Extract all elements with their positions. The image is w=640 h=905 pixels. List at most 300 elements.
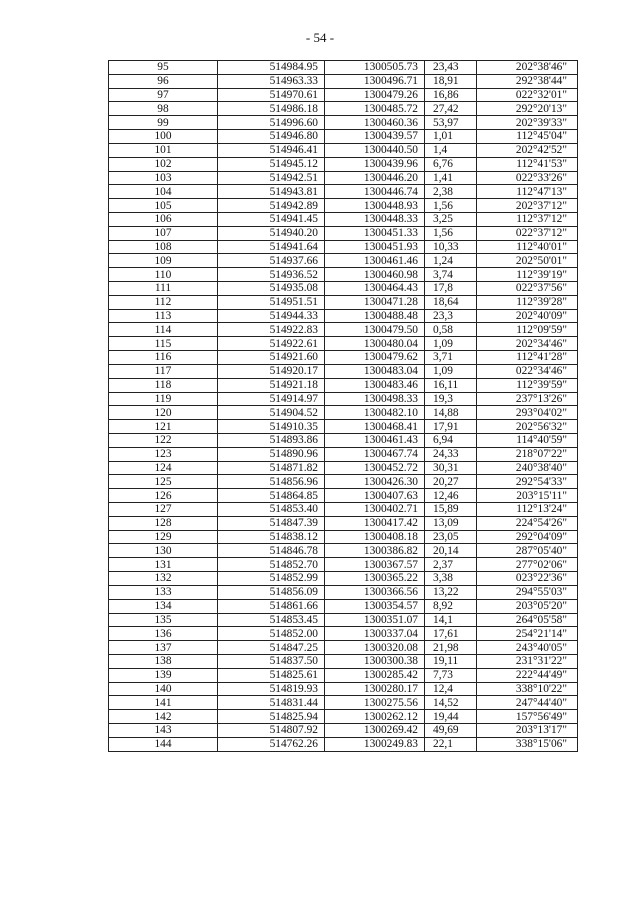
point-number-cell: 96 (109, 74, 218, 88)
point-number-cell: 130 (109, 544, 218, 558)
x-coordinate-cell: 514996.60 (218, 116, 325, 130)
direction-angle-cell: 287°05'40" (477, 544, 578, 558)
x-coordinate-cell: 514920.17 (218, 364, 325, 378)
table-row (109, 295, 578, 309)
point-number-cell: 142 (109, 710, 218, 724)
x-coordinate-cell: 514847.39 (218, 516, 325, 530)
point-number-cell: 97 (109, 88, 218, 102)
y-coordinate-cell: 1300366.56 (325, 585, 425, 599)
segment-length-cell: 8,92 (425, 599, 477, 613)
y-coordinate-cell: 1300461.46 (325, 254, 425, 268)
direction-angle-cell: 112°39'28" (477, 295, 578, 309)
y-coordinate-cell: 1300483.04 (325, 364, 425, 378)
y-coordinate-cell: 1300448.33 (325, 212, 425, 226)
segment-length-cell: 0,58 (425, 323, 477, 337)
point-number-cell: 143 (109, 724, 218, 738)
table-row (109, 558, 578, 572)
y-coordinate-cell: 1300496.71 (325, 74, 425, 88)
direction-angle-cell: 203°05'20" (477, 599, 578, 613)
point-number-cell: 110 (109, 268, 218, 282)
table-row (109, 88, 578, 102)
point-number-cell: 129 (109, 530, 218, 544)
segment-length-cell: 23,3 (425, 309, 477, 323)
point-number-cell: 141 (109, 696, 218, 710)
direction-angle-cell: 294°55'03" (477, 585, 578, 599)
segment-length-cell: 24,33 (425, 447, 477, 461)
y-coordinate-cell: 1300479.26 (325, 88, 425, 102)
segment-length-cell: 15,89 (425, 503, 477, 517)
table-row (109, 420, 578, 434)
y-coordinate-cell: 1300446.74 (325, 185, 425, 199)
x-coordinate-cell: 514825.61 (218, 668, 325, 682)
x-coordinate-cell: 514852.00 (218, 627, 325, 641)
x-coordinate-cell: 514941.45 (218, 212, 325, 226)
x-coordinate-cell: 514910.35 (218, 420, 325, 434)
direction-angle-cell: 277°02'06" (477, 558, 578, 572)
y-coordinate-cell: 1300448.93 (325, 199, 425, 213)
segment-length-cell: 3,74 (425, 268, 477, 282)
direction-angle-cell: 112°39'59" (477, 378, 578, 392)
table-row (109, 668, 578, 682)
segment-length-cell: 10,33 (425, 240, 477, 254)
x-coordinate-cell: 514951.51 (218, 295, 325, 309)
x-coordinate-cell: 514922.61 (218, 337, 325, 351)
x-coordinate-cell: 514837.50 (218, 654, 325, 668)
segment-length-cell: 12,46 (425, 489, 477, 503)
segment-length-cell: 13,22 (425, 585, 477, 599)
table-row (109, 337, 578, 351)
table-row (109, 710, 578, 724)
table-row (109, 599, 578, 613)
x-coordinate-cell: 514943.81 (218, 185, 325, 199)
point-number-cell: 122 (109, 433, 218, 447)
y-coordinate-cell: 1300479.50 (325, 323, 425, 337)
point-number-cell: 121 (109, 420, 218, 434)
direction-angle-cell: 247°44'40" (477, 696, 578, 710)
table-row (109, 61, 578, 75)
point-number-cell: 136 (109, 627, 218, 641)
x-coordinate-cell: 514963.33 (218, 74, 325, 88)
y-coordinate-cell: 1300498.33 (325, 392, 425, 406)
y-coordinate-cell: 1300483.46 (325, 378, 425, 392)
direction-angle-cell: 022°37'56" (477, 282, 578, 296)
direction-angle-cell: 112°37'12" (477, 212, 578, 226)
x-coordinate-cell: 514893.86 (218, 433, 325, 447)
x-coordinate-cell: 514819.93 (218, 682, 325, 696)
point-number-cell: 140 (109, 682, 218, 696)
table-row (109, 585, 578, 599)
point-number-cell: 113 (109, 309, 218, 323)
point-number-cell: 118 (109, 378, 218, 392)
direction-angle-cell: 292°54'33" (477, 475, 578, 489)
table-row (109, 102, 578, 116)
direction-angle-cell: 218°07'22" (477, 447, 578, 461)
direction-angle-cell: 112°45'04" (477, 130, 578, 144)
segment-length-cell: 1,01 (425, 130, 477, 144)
point-number-cell: 98 (109, 102, 218, 116)
y-coordinate-cell: 1300485.72 (325, 102, 425, 116)
table-row (109, 185, 578, 199)
y-coordinate-cell: 1300262.12 (325, 710, 425, 724)
x-coordinate-cell: 514984.95 (218, 61, 325, 75)
x-coordinate-cell: 514856.09 (218, 585, 325, 599)
y-coordinate-cell: 1300320.08 (325, 641, 425, 655)
y-coordinate-cell: 1300451.93 (325, 240, 425, 254)
point-number-cell: 109 (109, 254, 218, 268)
table-row (109, 406, 578, 420)
segment-length-cell: 1,09 (425, 364, 477, 378)
direction-angle-cell: 112°13'24" (477, 503, 578, 517)
segment-length-cell: 20,14 (425, 544, 477, 558)
direction-angle-cell: 157°56'49" (477, 710, 578, 724)
direction-angle-cell: 022°37'12" (477, 226, 578, 240)
direction-angle-cell: 202°38'46" (477, 61, 578, 75)
y-coordinate-cell: 1300468.41 (325, 420, 425, 434)
segment-length-cell: 20,27 (425, 475, 477, 489)
x-coordinate-cell: 514914.97 (218, 392, 325, 406)
direction-angle-cell: 202°39'33" (477, 116, 578, 130)
table-row (109, 544, 578, 558)
segment-length-cell: 23,05 (425, 530, 477, 544)
y-coordinate-cell: 1300439.57 (325, 130, 425, 144)
direction-angle-cell: 243°40'05" (477, 641, 578, 655)
segment-length-cell: 17,91 (425, 420, 477, 434)
direction-angle-cell: 231°31'22" (477, 654, 578, 668)
segment-length-cell: 1,56 (425, 226, 477, 240)
y-coordinate-cell: 1300451.33 (325, 226, 425, 240)
segment-length-cell: 1,56 (425, 199, 477, 213)
direction-angle-cell: 022°34'46" (477, 364, 578, 378)
segment-length-cell: 1,09 (425, 337, 477, 351)
segment-length-cell: 2,37 (425, 558, 477, 572)
x-coordinate-cell: 514936.52 (218, 268, 325, 282)
y-coordinate-cell: 1300402.71 (325, 503, 425, 517)
y-coordinate-cell: 1300439.96 (325, 157, 425, 171)
point-number-cell: 133 (109, 585, 218, 599)
y-coordinate-cell: 1300354.57 (325, 599, 425, 613)
x-coordinate-cell: 514921.18 (218, 378, 325, 392)
y-coordinate-cell: 1300480.04 (325, 337, 425, 351)
table-row (109, 724, 578, 738)
y-coordinate-cell: 1300426.30 (325, 475, 425, 489)
y-coordinate-cell: 1300337.04 (325, 627, 425, 641)
segment-length-cell: 19,44 (425, 710, 477, 724)
x-coordinate-cell: 514831.44 (218, 696, 325, 710)
y-coordinate-cell: 1300464.43 (325, 282, 425, 296)
direction-angle-cell: 202°40'09" (477, 309, 578, 323)
segment-length-cell: 19,3 (425, 392, 477, 406)
direction-angle-cell: 224°54'26" (477, 516, 578, 530)
segment-length-cell: 19,11 (425, 654, 477, 668)
x-coordinate-cell: 514945.12 (218, 157, 325, 171)
x-coordinate-cell: 514853.40 (218, 503, 325, 517)
x-coordinate-cell: 514921.60 (218, 351, 325, 365)
point-number-cell: 106 (109, 212, 218, 226)
x-coordinate-cell: 514942.51 (218, 171, 325, 185)
direction-angle-cell: 292°38'44" (477, 74, 578, 88)
table-row (109, 627, 578, 641)
segment-length-cell: 6,76 (425, 157, 477, 171)
table-row (109, 572, 578, 586)
direction-angle-cell: 022°32'01" (477, 88, 578, 102)
x-coordinate-cell: 514890.96 (218, 447, 325, 461)
x-coordinate-cell: 514937.66 (218, 254, 325, 268)
table-row (109, 516, 578, 530)
segment-length-cell: 12,4 (425, 682, 477, 696)
segment-length-cell: 53,97 (425, 116, 477, 130)
segment-length-cell: 17,8 (425, 282, 477, 296)
segment-length-cell: 14,1 (425, 613, 477, 627)
segment-length-cell: 23,43 (425, 61, 477, 75)
y-coordinate-cell: 1300365.22 (325, 572, 425, 586)
point-number-cell: 104 (109, 185, 218, 199)
y-coordinate-cell: 1300275.56 (325, 696, 425, 710)
segment-length-cell: 18,91 (425, 74, 477, 88)
y-coordinate-cell: 1300460.36 (325, 116, 425, 130)
direction-angle-cell: 292°04'09" (477, 530, 578, 544)
segment-length-cell: 14,88 (425, 406, 477, 420)
segment-length-cell: 7,73 (425, 668, 477, 682)
direction-angle-cell: 264°05'58" (477, 613, 578, 627)
coordinates-table-body (109, 61, 578, 752)
point-number-cell: 111 (109, 282, 218, 296)
point-number-cell: 115 (109, 337, 218, 351)
x-coordinate-cell: 514856.96 (218, 475, 325, 489)
x-coordinate-cell: 514847.25 (218, 641, 325, 655)
point-number-cell: 112 (109, 295, 218, 309)
x-coordinate-cell: 514864.85 (218, 489, 325, 503)
x-coordinate-cell: 514852.99 (218, 572, 325, 586)
x-coordinate-cell: 514904.52 (218, 406, 325, 420)
y-coordinate-cell: 1300367.57 (325, 558, 425, 572)
direction-angle-cell: 202°56'32" (477, 420, 578, 434)
y-coordinate-cell: 1300285.42 (325, 668, 425, 682)
y-coordinate-cell: 1300407.63 (325, 489, 425, 503)
segment-length-cell: 49,69 (425, 724, 477, 738)
direction-angle-cell: 112°09'59" (477, 323, 578, 337)
y-coordinate-cell: 1300467.74 (325, 447, 425, 461)
y-coordinate-cell: 1300482.10 (325, 406, 425, 420)
direction-angle-cell: 023°22'36" (477, 572, 578, 586)
segment-length-cell: 1,4 (425, 143, 477, 157)
x-coordinate-cell: 514853.45 (218, 613, 325, 627)
segment-length-cell: 27,42 (425, 102, 477, 116)
table-row (109, 74, 578, 88)
table-row (109, 489, 578, 503)
point-number-cell: 107 (109, 226, 218, 240)
point-number-cell: 124 (109, 461, 218, 475)
y-coordinate-cell: 1300269.42 (325, 724, 425, 738)
x-coordinate-cell: 514871.82 (218, 461, 325, 475)
table-row (109, 737, 578, 751)
direction-angle-cell: 114°40'59" (477, 433, 578, 447)
table-row (109, 364, 578, 378)
table-row (109, 392, 578, 406)
y-coordinate-cell: 1300417.42 (325, 516, 425, 530)
direction-angle-cell: 112°47'13" (477, 185, 578, 199)
point-number-cell: 114 (109, 323, 218, 337)
direction-angle-cell: 222°44'49" (477, 668, 578, 682)
point-number-cell: 134 (109, 599, 218, 613)
x-coordinate-cell: 514946.80 (218, 130, 325, 144)
segment-length-cell: 30,31 (425, 461, 477, 475)
y-coordinate-cell: 1300461.43 (325, 433, 425, 447)
y-coordinate-cell: 1300471.28 (325, 295, 425, 309)
y-coordinate-cell: 1300452.72 (325, 461, 425, 475)
page-number: - 54 - (305, 30, 335, 45)
table-row (109, 447, 578, 461)
segment-length-cell: 1,41 (425, 171, 477, 185)
table-row (109, 254, 578, 268)
segment-length-cell: 16,11 (425, 378, 477, 392)
x-coordinate-cell: 514942.89 (218, 199, 325, 213)
x-coordinate-cell: 514807.92 (218, 724, 325, 738)
segment-length-cell: 3,38 (425, 572, 477, 586)
x-coordinate-cell: 514935.08 (218, 282, 325, 296)
table-row (109, 157, 578, 171)
direction-angle-cell: 202°34'46" (477, 337, 578, 351)
point-number-cell: 101 (109, 143, 218, 157)
direction-angle-cell: 240°38'40" (477, 461, 578, 475)
table-row (109, 226, 578, 240)
x-coordinate-cell: 514846.78 (218, 544, 325, 558)
y-coordinate-cell: 1300505.73 (325, 61, 425, 75)
direction-angle-cell: 254°21'14" (477, 627, 578, 641)
point-number-cell: 125 (109, 475, 218, 489)
table-row (109, 378, 578, 392)
table-row (109, 130, 578, 144)
point-number-cell: 108 (109, 240, 218, 254)
table-row (109, 309, 578, 323)
direction-angle-cell: 237°13'26" (477, 392, 578, 406)
table-row (109, 116, 578, 130)
point-number-cell: 105 (109, 199, 218, 213)
table-row (109, 530, 578, 544)
point-number-cell: 126 (109, 489, 218, 503)
x-coordinate-cell: 514825.94 (218, 710, 325, 724)
x-coordinate-cell: 514861.66 (218, 599, 325, 613)
table-row (109, 282, 578, 296)
segment-length-cell: 3,25 (425, 212, 477, 226)
x-coordinate-cell: 514762.26 (218, 737, 325, 751)
segment-length-cell: 3,71 (425, 351, 477, 365)
direction-angle-cell: 292°20'13" (477, 102, 578, 116)
y-coordinate-cell: 1300300.38 (325, 654, 425, 668)
table-row (109, 696, 578, 710)
table-row (109, 654, 578, 668)
segment-length-cell: 17,61 (425, 627, 477, 641)
x-coordinate-cell: 514922.83 (218, 323, 325, 337)
y-coordinate-cell: 1300479.62 (325, 351, 425, 365)
point-number-cell: 131 (109, 558, 218, 572)
point-number-cell: 135 (109, 613, 218, 627)
direction-angle-cell: 112°41'53" (477, 157, 578, 171)
y-coordinate-cell: 1300386.82 (325, 544, 425, 558)
point-number-cell: 95 (109, 61, 218, 75)
table-row (109, 268, 578, 282)
x-coordinate-cell: 514986.18 (218, 102, 325, 116)
y-coordinate-cell: 1300440.50 (325, 143, 425, 157)
x-coordinate-cell: 514852.70 (218, 558, 325, 572)
direction-angle-cell: 203°13'17" (477, 724, 578, 738)
direction-angle-cell: 202°50'01" (477, 254, 578, 268)
segment-length-cell: 22,1 (425, 737, 477, 751)
direction-angle-cell: 293°04'02" (477, 406, 578, 420)
segment-length-cell: 18,64 (425, 295, 477, 309)
point-number-cell: 119 (109, 392, 218, 406)
y-coordinate-cell: 1300460.98 (325, 268, 425, 282)
direction-angle-cell: 202°37'12" (477, 199, 578, 213)
direction-angle-cell: 022°33'26" (477, 171, 578, 185)
table-row (109, 240, 578, 254)
direction-angle-cell: 112°39'19" (477, 268, 578, 282)
segment-length-cell: 16,86 (425, 88, 477, 102)
direction-angle-cell: 338°15'06" (477, 737, 578, 751)
table-row (109, 143, 578, 157)
x-coordinate-cell: 514940.20 (218, 226, 325, 240)
y-coordinate-cell: 1300488.48 (325, 309, 425, 323)
segment-length-cell: 2,38 (425, 185, 477, 199)
point-number-cell: 100 (109, 130, 218, 144)
segment-length-cell: 13,09 (425, 516, 477, 530)
table-row (109, 461, 578, 475)
y-coordinate-cell: 1300351.07 (325, 613, 425, 627)
table-row (109, 503, 578, 517)
point-number-cell: 120 (109, 406, 218, 420)
y-coordinate-cell: 1300446.20 (325, 171, 425, 185)
point-number-cell: 139 (109, 668, 218, 682)
point-number-cell: 103 (109, 171, 218, 185)
direction-angle-cell: 203°15'11" (477, 489, 578, 503)
table-row (109, 682, 578, 696)
table-row (109, 171, 578, 185)
point-number-cell: 99 (109, 116, 218, 130)
point-number-cell: 127 (109, 503, 218, 517)
point-number-cell: 128 (109, 516, 218, 530)
point-number-cell: 132 (109, 572, 218, 586)
segment-length-cell: 1,24 (425, 254, 477, 268)
coordinates-table (108, 60, 578, 752)
y-coordinate-cell: 1300249.83 (325, 737, 425, 751)
point-number-cell: 117 (109, 364, 218, 378)
point-number-cell: 102 (109, 157, 218, 171)
table-row (109, 475, 578, 489)
x-coordinate-cell: 514970.61 (218, 88, 325, 102)
x-coordinate-cell: 514944.33 (218, 309, 325, 323)
point-number-cell: 116 (109, 351, 218, 365)
table-row (109, 351, 578, 365)
table-row (109, 433, 578, 447)
table-row (109, 613, 578, 627)
y-coordinate-cell: 1300280.17 (325, 682, 425, 696)
point-number-cell: 144 (109, 737, 218, 751)
point-number-cell: 138 (109, 654, 218, 668)
table-row (109, 199, 578, 213)
x-coordinate-cell: 514941.64 (218, 240, 325, 254)
point-number-cell: 123 (109, 447, 218, 461)
direction-angle-cell: 202°42'52" (477, 143, 578, 157)
x-coordinate-cell: 514838.12 (218, 530, 325, 544)
segment-length-cell: 21,98 (425, 641, 477, 655)
y-coordinate-cell: 1300408.18 (325, 530, 425, 544)
table-row (109, 212, 578, 226)
direction-angle-cell: 338°10'22" (477, 682, 578, 696)
direction-angle-cell: 112°40'01" (477, 240, 578, 254)
segment-length-cell: 14,52 (425, 696, 477, 710)
table-row (109, 323, 578, 337)
x-coordinate-cell: 514946.41 (218, 143, 325, 157)
table-row (109, 641, 578, 655)
